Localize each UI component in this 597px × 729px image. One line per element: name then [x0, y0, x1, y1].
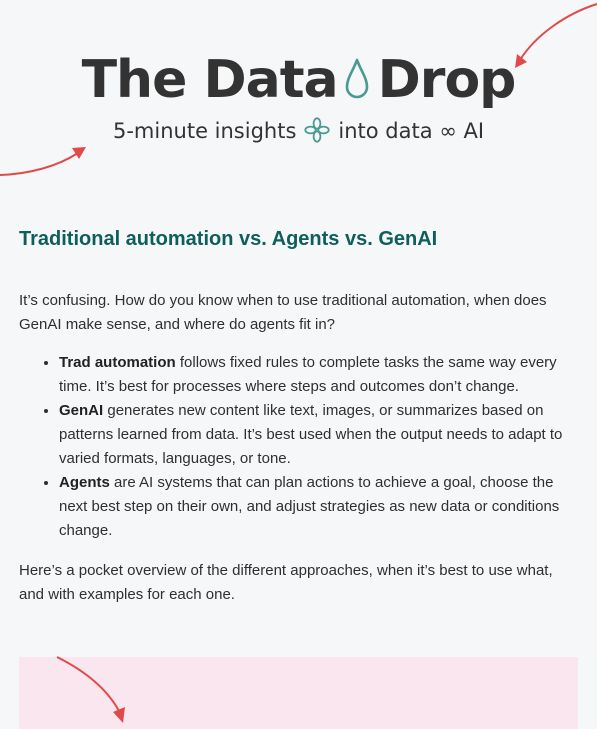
- overview-panel: [19, 657, 578, 729]
- newsletter-tagline: [0, 116, 597, 147]
- list-item-term: Trad automation: [59, 354, 176, 371]
- approach-list: [19, 351, 579, 543]
- list-item-term: GenAI: [59, 402, 104, 419]
- tagline-part-1: 5-minute insights: [112, 119, 297, 143]
- tagline-part-2: into data ∞ AI: [338, 119, 485, 143]
- newsletter-title: [0, 50, 597, 110]
- title-part-drop: Drop: [377, 50, 516, 110]
- intro-paragraph: It’s confusing. How do you know when to use traditional automation, when does GenAI make sense, and where do agents fit in?: [19, 292, 547, 333]
- list-item-term: Agents: [59, 474, 110, 491]
- outro-paragraph: Here’s a pocket overview of the different approaches, when it’s best to use what, and with examples for each one.: [19, 562, 553, 603]
- article: [19, 225, 579, 607]
- title-part-data: The Data: [81, 50, 338, 110]
- masthead: [0, 0, 597, 200]
- water-drop-icon: [344, 57, 370, 101]
- arrow-panel-decoration: [55, 657, 135, 729]
- list-item-agents: [59, 471, 579, 543]
- list-item-text: generates new content like text, images, or summarizes based on patterns learned from data. It’s best used when the output needs to adapt to varied formats, languages, or tone.: [59, 402, 563, 467]
- list-item-trad-automation: [59, 351, 579, 399]
- list-item-text: follows fixed rules to complete tasks the same way every time. It’s best for processes where steps and outcomes don’t change.: [59, 354, 557, 395]
- sparkle-icon: [304, 117, 330, 143]
- article-heading: Traditional automation vs. Agents vs. GenAI: [19, 228, 438, 250]
- list-item-genai: [59, 399, 579, 471]
- list-item-text: are AI systems that can plan actions to achieve a goal, choose the next best step on their own, and adjust strategies as new data or conditions change.: [59, 474, 560, 539]
